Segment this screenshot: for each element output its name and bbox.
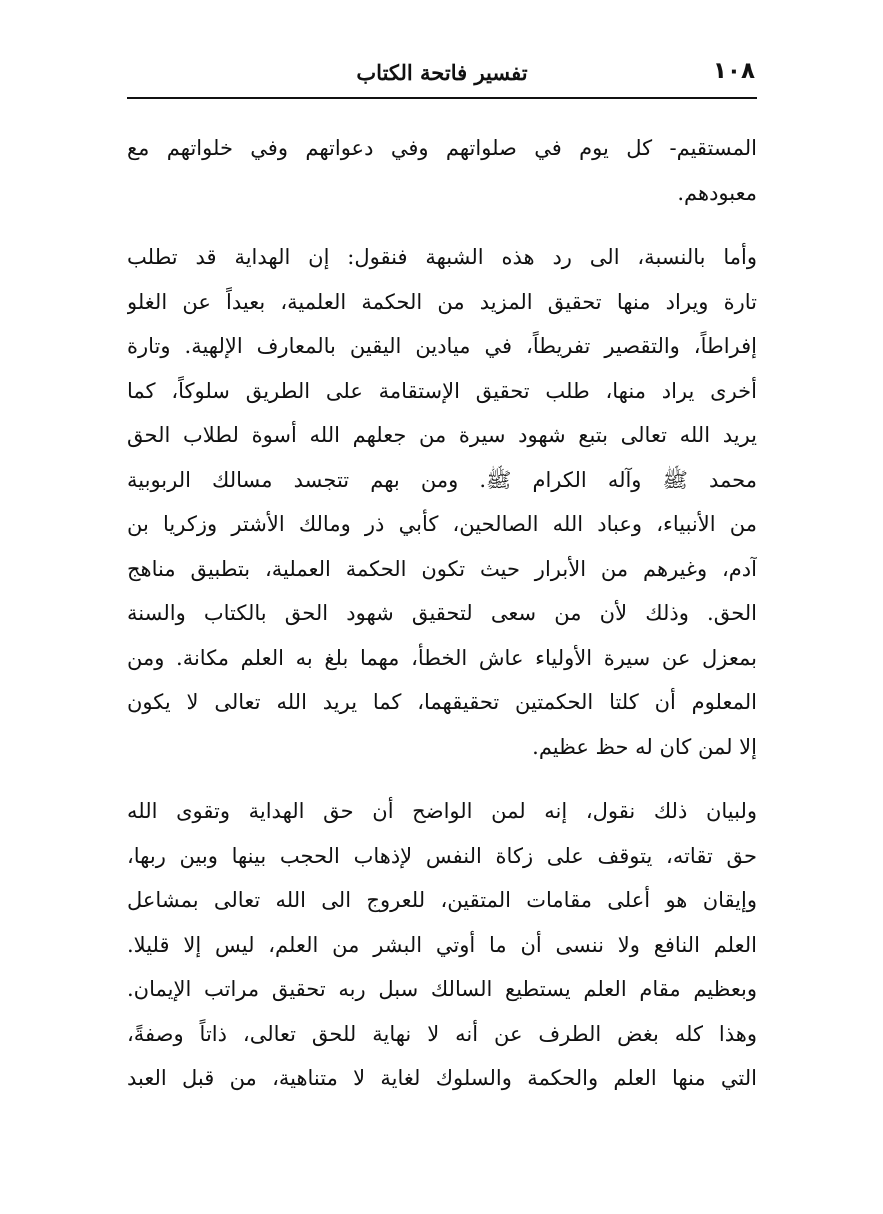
text-line: العلم النافع ولا ننسى أن ما أوتي البشر من العلم، ليس إلا قليلا. [127,932,757,957]
text-line: إفراطاً، والتقصير تفريطاً، في ميادين اليقين بالمعارف الإلهية. وتارة [127,334,757,358]
text-line: ولبيان ذلك نقول، إنه لمن الواضح أن حق الهداية وتقوى الله [127,799,757,823]
text-line: الحق. وذلك لأن من سعى لتحقيق شهود الحق بالكتاب والسنة [127,601,757,625]
paragraph-2 [127,235,757,769]
text-line: يريد الله تعالى بتبع شهود سيرة من جعلهم الله أسوة لطلاب الحق [127,423,757,447]
text-line: وإيقان هو أعلى مقامات المتقين، للعروج الى الله تعالى بمشاعل [127,888,757,912]
text-line: بمعزل عن سيرة الأولياء عاش الخطأ، مهما بلغ به العلم مكانة. ومن [127,645,757,670]
text-line: تارة ويراد منها تحقيق المزيد من الحكمة العلمية، بعيداً عن الغلو [127,289,757,314]
text-line: وبعظيم مقام العلم يستطيع السالك سبل ربه تحقيق مراتب الإيمان. [127,977,757,1001]
running-title: تفسير فاتحة الكتاب [356,60,528,85]
paragraph-gap [127,769,757,789]
paragraph-1 [127,126,757,215]
text-line: المستقيم- كل يوم في صلواتهم وفي دعواتهم وفي خلواتهم مع [127,136,757,160]
page-header [127,52,757,96]
paragraph-gap [127,215,757,235]
text-line: إلا لمن كان له حظ عظيم. [532,734,757,759]
text-line: من الأنبياء، وعباد الله الصالحين، كأبي ذر ومالك الأشتر وزكريا بن [127,512,757,536]
text-line: التي منها العلم والحكمة والسلوك لغاية لا متناهية، من قبل العبد [127,1066,757,1090]
text-line: آدم، وغيرهم من الأبرار حيث تكون الحكمة العملية، بتطبيق مناهج [127,556,757,581]
header-divider [127,97,757,99]
page-body [127,126,757,1101]
paragraph-3 [127,789,757,1101]
text-line: المعلوم أن كلتا الحكمتين تحقيقهما، كما يريد الله تعالى لا يكون [127,690,757,714]
text-line: وهذا كله بغض الطرف عن أنه لا نهاية للحق تعالى، ذاتاً وصفةً، [127,1021,757,1046]
text-line: حق تقاته، يتوقف على زكاة النفس لإذهاب الحجب بينها وبين ربها، [127,843,757,868]
page-number: ١٠٨ [712,58,755,84]
text-line: أخرى يراد منها، طلب تحقيق الإستقامة على الطريق سلوكاً، كما [127,378,757,403]
text-line: وأما بالنسبة، الى رد هذه الشبهة فنقول: إن الهداية قد تطلب [127,245,757,269]
text-line: معبودهم. [677,180,757,205]
text-line: محمد ﷺ وآله الكرام ﷺ. ومن بهم تتجسد مسالك الربوبية [127,467,757,492]
